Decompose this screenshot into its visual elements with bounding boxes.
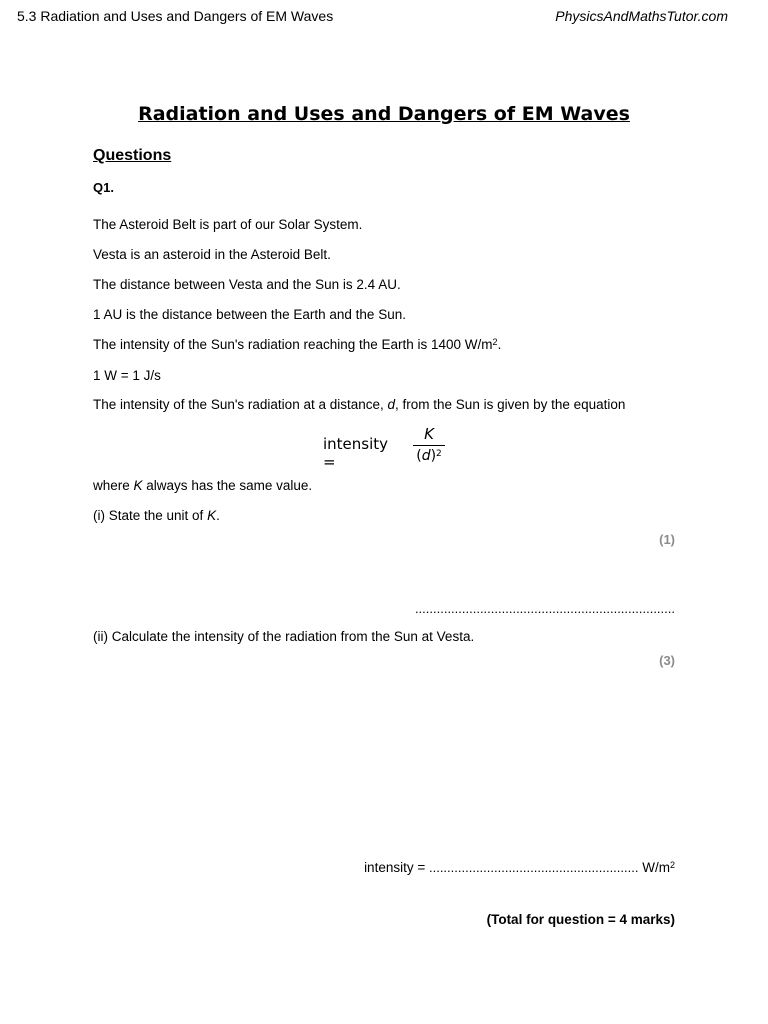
paren: ( — [416, 448, 422, 464]
part-ii-answer-line: .......................................................... — [428, 860, 639, 875]
part-i-question — [93, 508, 220, 523]
superscript: 2 — [669, 860, 675, 870]
part-ii-marks: (3) — [659, 653, 675, 668]
paren: ) — [430, 448, 437, 464]
header-topic: 5.3 Radiation and Uses and Dangers of EM Waves — [17, 8, 334, 24]
part-ii-question: (ii) Calculate the intensity of the radiation from the Sun at Vesta. — [93, 629, 475, 644]
answer-unit: W/m — [638, 860, 670, 875]
text-fragment: . — [497, 337, 502, 352]
part-ii-answer — [364, 860, 675, 875]
variable: d — [421, 448, 431, 464]
text-fragment: The intensity of the Sun's radiation at a distance, — [93, 397, 388, 412]
answer-prefix: intensity = — [364, 860, 429, 875]
text-fragment: (i) State the unit of — [93, 508, 208, 523]
page-title: Radiation and Uses and Dangers of EM Waves — [138, 103, 630, 125]
text-fragment: The intensity of the Sun's radiation reaching the Earth is 1400 W/m — [93, 337, 493, 352]
text-fragment: . — [216, 508, 220, 523]
part-i-answer-line: ........................................................................ — [414, 601, 675, 616]
section-heading: Questions — [93, 147, 172, 164]
variable: K — [133, 478, 143, 493]
text-line: The distance between Vesta and the Sun is 2.4 AU. — [93, 277, 401, 292]
part-i-marks: (1) — [659, 532, 675, 547]
header-site: PhysicsAndMathsTutor.com — [555, 8, 728, 24]
equation-fraction — [413, 425, 445, 464]
equation-lhs: intensity = — [323, 435, 389, 471]
total-marks: (Total for question = 4 marks) — [486, 912, 675, 927]
text-line: The Asteroid Belt is part of our Solar System. — [93, 217, 363, 232]
equation-denominator — [413, 448, 445, 464]
text-line-where — [93, 478, 312, 493]
text-fragment: always has the same value. — [142, 478, 313, 493]
text-line-equation-intro — [93, 397, 625, 412]
question-number: Q1. — [93, 180, 114, 195]
variable: d — [387, 397, 396, 412]
text-line: Vesta is an asteroid in the Asteroid Belt. — [93, 247, 331, 262]
text-fragment: where — [93, 478, 134, 493]
variable: K — [207, 508, 217, 523]
text-line-intensity-earth — [93, 337, 501, 352]
text-fragment: , from the Sun is given by the equation — [395, 397, 626, 412]
text-line: 1 W = 1 J/s — [93, 368, 161, 383]
text-line: 1 AU is the distance between the Earth and the Sun. — [93, 307, 406, 322]
equation-numerator: K — [424, 425, 434, 443]
fraction-bar — [413, 445, 445, 446]
superscript: 2 — [492, 337, 498, 347]
exponent: 2 — [436, 449, 442, 459]
